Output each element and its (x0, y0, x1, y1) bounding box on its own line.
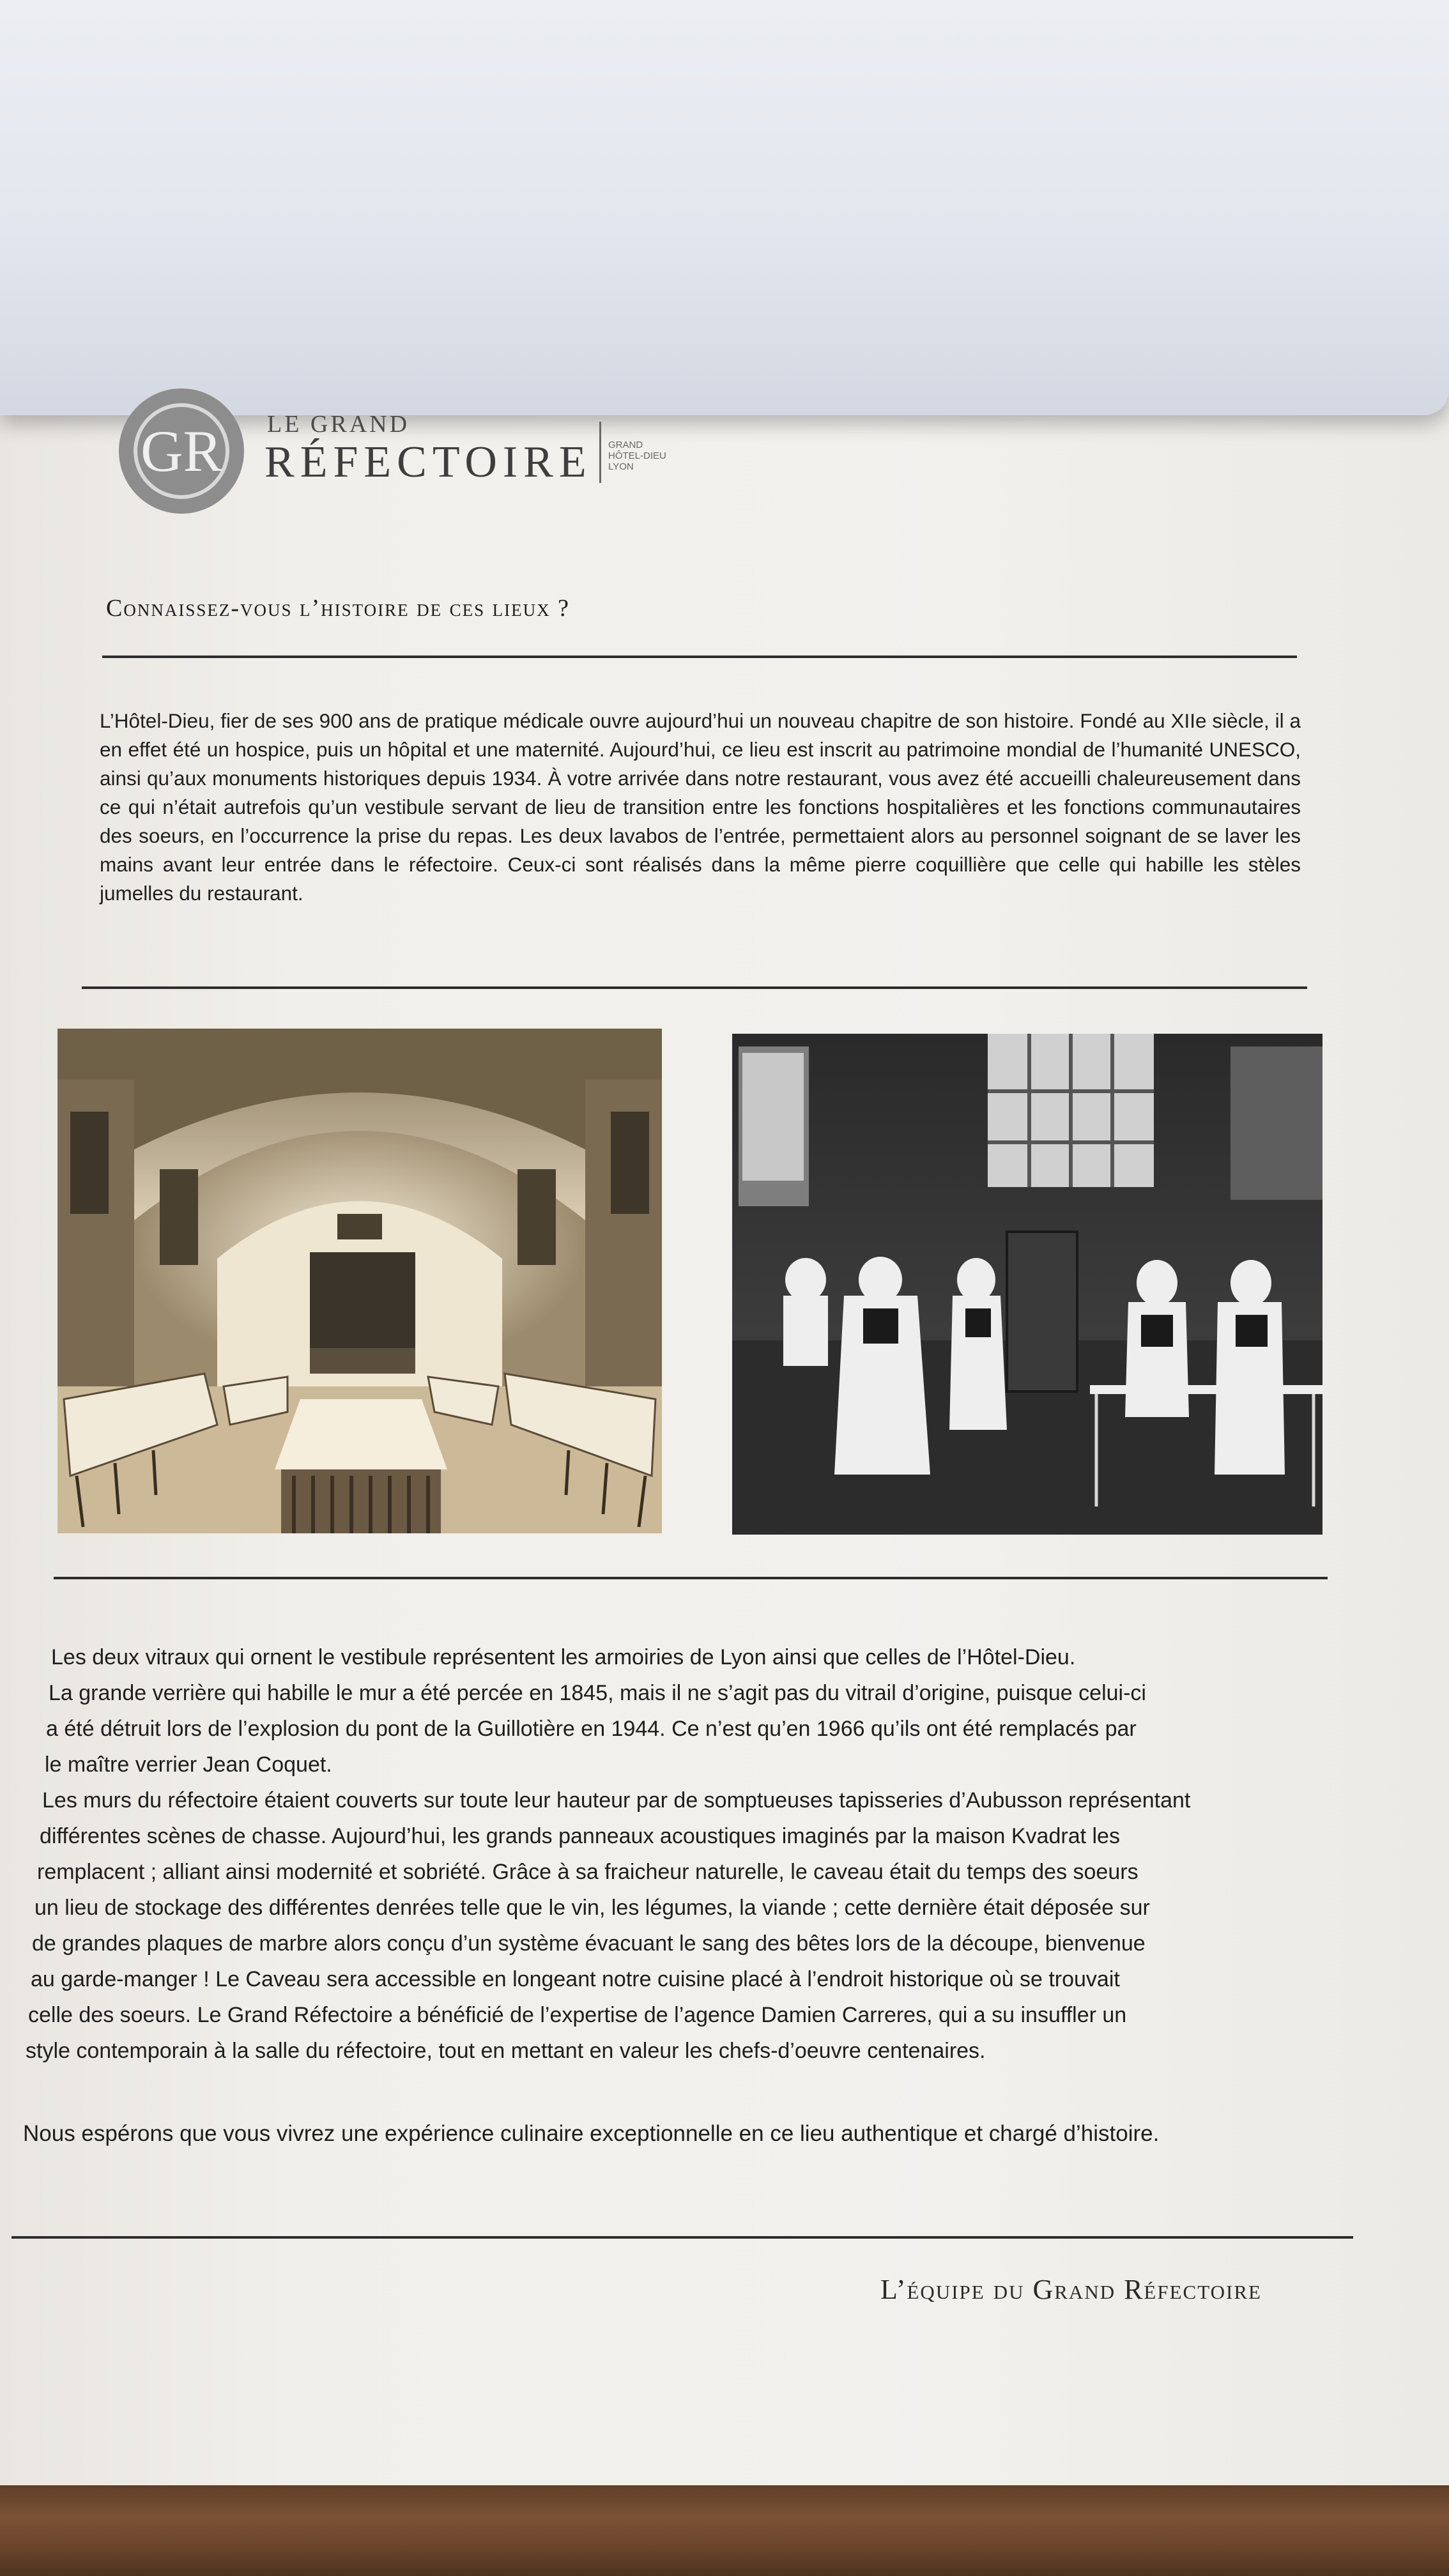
section-heading: Connaissez-vous l’histoire de ces lieux ? (106, 595, 571, 622)
body-line: de grandes plaques de marbre alors conçu d’un système évacuant le sang des bêtes lors de la découpe, bienvenue (32, 1931, 1146, 1956)
refectory-hall-photo (57, 1029, 662, 1533)
brand-sub-line: HÔTEL-DIEU (608, 450, 666, 461)
body-line: différentes scènes de chasse. Aujourd’hui, les grands panneaux acoustiques imaginés par la maison Kvadrat les (40, 1824, 1120, 1848)
body-line: Les deux vitraux qui ornent le vestibule représentent les armoiries de Lyon ainsi que celles de l’Hôtel-Dieu. (51, 1645, 1076, 1669)
signature: L’équipe du Grand Réfectoire (880, 2274, 1262, 2305)
body-line: Les murs du réfectoire étaient couverts sur toute leur hauteur par de somptueuses tapisseries d’Aubusson représentant (42, 1788, 1191, 1813)
divider (12, 2236, 1353, 2239)
divider (82, 986, 1307, 989)
body-line: le maître verrier Jean Coquet. (45, 1752, 332, 1777)
body-line: style contemporain à la salle du réfectoire, tout en mettant en valeur les chefs-d’oeuvre centenaires. (26, 2039, 986, 2063)
logo (119, 388, 244, 514)
body-line: un lieu de stockage des différentes denrées telle que le vin, les légumes, la viande ; cette dernière était déposée sur (34, 1896, 1150, 1920)
divider (102, 656, 1297, 658)
body-line: remplacent ; alliant ainsi modernité et sobriété. Grâce à sa fraicheur naturelle, le caveau était du temps des soeurs (37, 1860, 1138, 1884)
brand-sub-block (608, 440, 704, 472)
logo-monogram: GR (134, 403, 229, 499)
brand-title: RÉFECTOIRE (264, 438, 592, 487)
body-line: au garde-manger ! Le Caveau sera accessible en longeant notre cuisine placé à l’endroit historique où se trouvait (31, 1967, 1120, 1991)
wooden-table (0, 2479, 1449, 2576)
intro-paragraph: L’Hôtel-Dieu, fier de ses 900 ans de pratique médicale ouvre aujourd’hui un nouveau chapitre de son histoire. Fondé au XIIe siècle, il a en effet été un hospice, puis un hôpital et une maternité. Aujourd’hui, ce lieu est inscrit au patrimoine mondial de l’humanité UNESCO, ainsi qu’aux monuments historiques depuis 1934. À votre arrivée dans notre restaurant, vous avez été accueilli chaleureusement dans ce qui n’était autrefois qu’un vestibule servant de lieu de transition entre les fonctions hospitalières et les fonctions communautaires des soeurs, en l’occurrence la prise du repas. Les deux lavabos de l’entrée, permettaient alors au personnel soignant de se laver les mains avant leur entrée dans le réfectoire. Ceux-ci sont réalisés dans la même pierre coquillière que celle qui habille les stèles jumelles du restaurant. (100, 709, 1301, 905)
flipped-page (0, 0, 1449, 415)
kitchen-sisters-photo (732, 1034, 1322, 1535)
closing-sentence: Nous espérons que vous vivrez une expérience culinaire exceptionnelle en ce lieu authentique et chargé d’histoire. (23, 2121, 1160, 2146)
divider (54, 1577, 1328, 1579)
brand-small: LE GRAND (267, 411, 410, 438)
body-line: a été détruit lors de l’explosion du pont de la Guillotière en 1944. Ce n’est qu’en 1966 qu’ils ont été remplacés par (46, 1717, 1137, 1741)
brand-sub-line: GRAND (608, 440, 643, 450)
brand-divider (599, 422, 601, 483)
body-line: La grande verrière qui habille le mur a été percée en 1845, mais il ne s’agit pas du vitrail d’origine, puisque celui-ci (49, 1681, 1146, 1705)
brand-sub-line: LYON (608, 461, 634, 472)
body-line: celle des soeurs. Le Grand Réfectoire a bénéficié de l’expertise de l’agence Damien Carreres, qui a su insuffler un (28, 2003, 1127, 2027)
